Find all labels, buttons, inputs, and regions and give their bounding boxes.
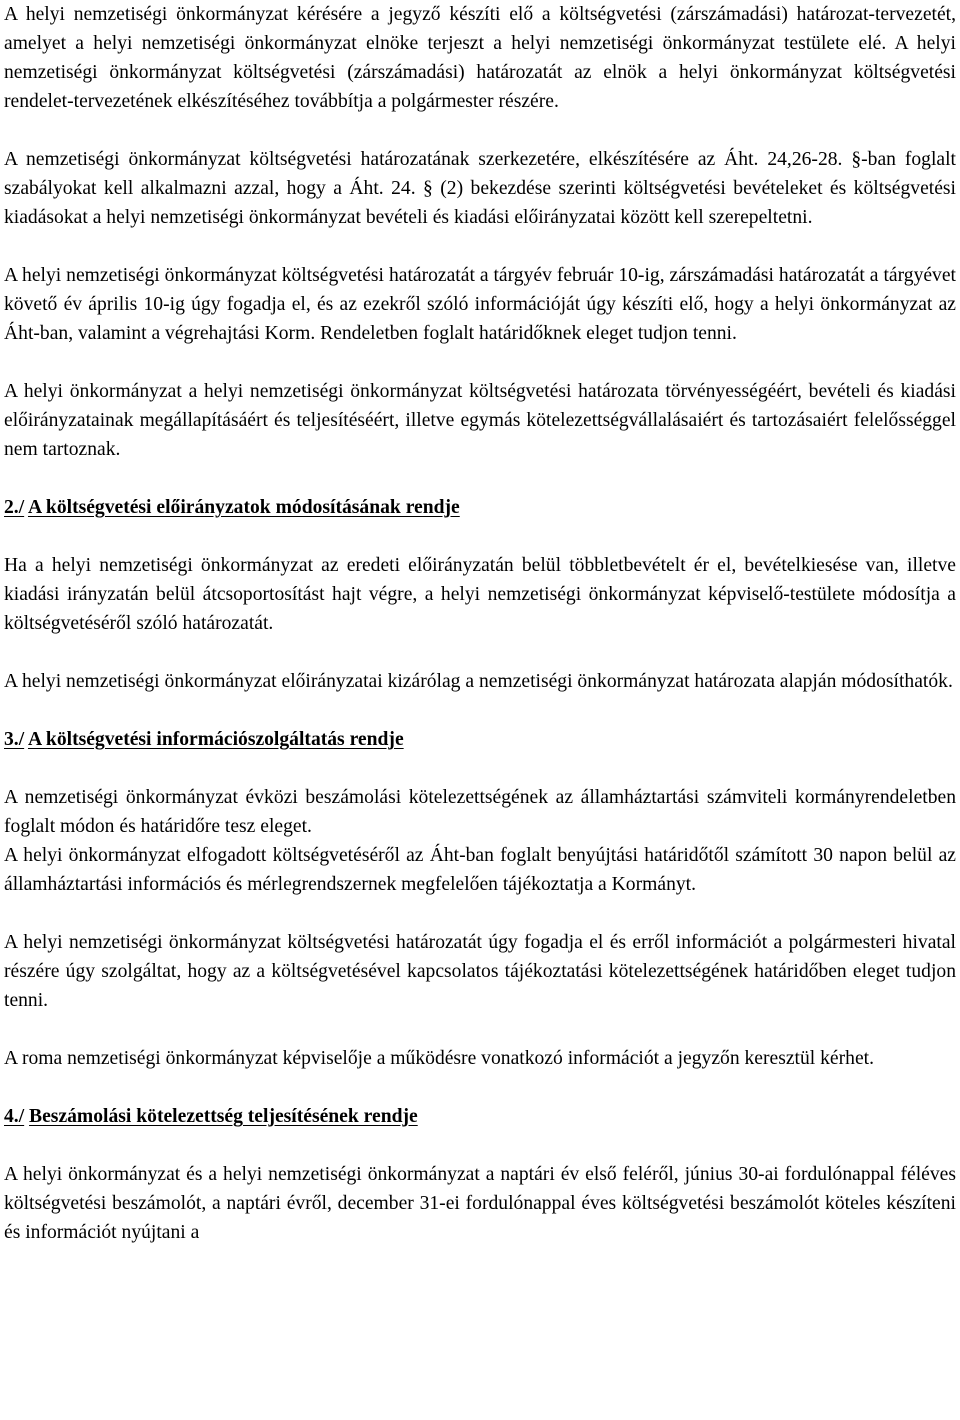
paragraph-roma-representative: A roma nemzetiségi önkormányzat képviselője a működésre vonatkozó információt a jegyzőn keresztül kérhet. <box>4 1048 874 1069</box>
section-number-2: 2./ <box>4 497 25 518</box>
document-page <box>4 0 956 1276</box>
paragraph-budget-draft-preparation: A helyi nemzetiségi önkormányzat kérésére a jegyző készíti elő a költségvetési (zárszámadási) határozat-tervezetét, amelyet a helyi nemzetiségi önkormányzat elnöke terjeszt a helyi nemzetiségi önkormányzat testülete elé. A helyi nemzetiségi önkormányzat költségvetési (zárszámadási) határozatát az elnök a helyi önkormányzat költségvetési rendelet-tervezetének elkészítéséhez továbbítja a polgármester részére. <box>4 4 956 112</box>
paragraph-liability: A helyi önkormányzat a helyi nemzetiségi önkormányzat költségvetési határozata törvényességéért, bevételi és kiadási előirányzatainak megállapításáért és teljesítéséért, illetve egymás kötelezettségvállalásaiért és tartozásaiért felelősséggel nem tartoznak. <box>4 381 956 460</box>
section-title-2: A költségvetési előirányzatok módosításának rendje <box>27 497 460 518</box>
section-heading-4 <box>4 1102 956 1131</box>
section-title-3: A költségvetési információszolgáltatás rendje <box>27 729 404 750</box>
section-heading-2 <box>4 493 956 522</box>
paragraph-budget-structure: A nemzetiségi önkormányzat költségvetési határozatának szerkezetére, elkészítésére az Áht. 24,26-28. §-ban foglalt szabályokat kell alkalmazni azzal, hogy a Áht. 24. § (2) bekezdése szerinti költségvetési bevételeket és költségvetési kiadásokat a helyi nemzetiségi önkormányzat bevételi és kiadási előirányzatai között kell szerepeltetni. <box>4 149 956 228</box>
paragraph-government-notification: A helyi önkormányzat elfogadott költségvetéséről az Áht-ban foglalt benyújtási határidőtől számított 30 napon belül az államháztartási információs és mérlegrendszernek megfelelően tájékoztatja a Kormányt. <box>4 845 956 895</box>
section-number-4: 4./ <box>4 1106 25 1127</box>
paragraph-interim-reporting: A nemzetiségi önkormányzat évközi beszámolási kötelezettségének az államháztartási számviteli kormányrendeletben foglalt módon és határidőre tesz eleget. <box>4 787 956 837</box>
paragraph-appropriation-exclusive: A helyi nemzetiségi önkormányzat előirányzatai kizárólag a nemzetiségi önkormányzat határozata alapján módosíthatók. <box>4 671 953 692</box>
paragraph-report-obligation: A helyi önkormányzat és a helyi nemzetiségi önkormányzat a naptári év első feléről, június 30-ai fordulónappal féléves költségvetési beszámolót, a naptári évről, december 31-ei fordulónappal éves költségvetési beszámolót köteles készíteni és információt nyújtani a <box>4 1164 956 1243</box>
paragraph-appropriation-modification: Ha a helyi nemzetiségi önkormányzat az eredeti előirányzatán belül többletbevételt ér el, bevételkiesése van, illetve kiadási irányzatán belül átcsoportosítást hajt végre, a helyi nemzetiségi önkormányzat képviselő-testülete módosítja a költségvetéséről szóló határozatát. <box>4 555 956 634</box>
paragraph-budget-deadlines: A helyi nemzetiségi önkormányzat költségvetési határozatát a tárgyév február 10-ig, zárszámadási határozatát a tárgyévet követő év április 10-ig úgy fogadja el, és az ezekről szóló információját úgy készíti elő, hogy a helyi önkormányzat az Áht-ban, valamint a végrehajtási Korm. Rendeletben foglalt határidőknek eleget tudjon tenni. <box>4 265 956 344</box>
section-title-4: Beszámolási kötelezettség teljesítésének rendje <box>29 1106 418 1127</box>
section-number-3: 3./ <box>4 729 25 750</box>
section-heading-3 <box>4 725 956 754</box>
paragraph-information-provision: A helyi nemzetiségi önkormányzat költségvetési határozatát úgy fogadja el és erről információt a polgármesteri hivatal részére úgy szolgáltat, hogy az a költségvetésével kapcsolatos tájékoztatási kötelezettségének határidőben eleget tudjon tenni. <box>4 932 956 1011</box>
